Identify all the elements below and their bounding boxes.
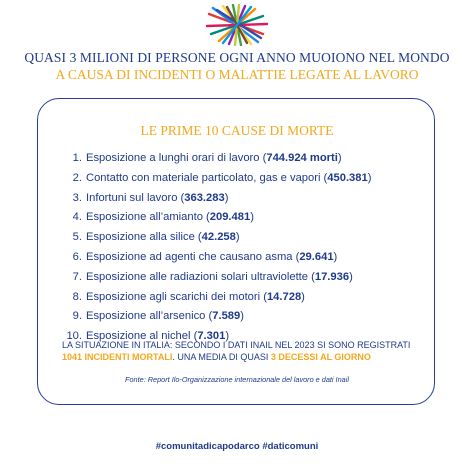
fatal-incidents-highlight: 1041 INCIDENTI MORTALI: [62, 352, 173, 362]
item-value: 42.258: [201, 231, 236, 244]
hashtags: #comunitadicapodarco #daticomuni: [155, 441, 319, 452]
item-number: 3.: [72, 191, 82, 204]
italy-situation: [62, 339, 422, 363]
item-number: 6.: [72, 250, 82, 263]
list-item: [62, 169, 442, 189]
item-text: Esposizione alla silice (: [86, 231, 202, 244]
item-value: 363.283: [184, 191, 225, 204]
list-item: [62, 228, 442, 248]
colored-sticks-logo: [203, 4, 271, 46]
item-text: Esposizione all’amianto (: [86, 211, 210, 224]
headline-line-1: QUASI 3 MILIONI DI PERSONE OGNI ANNO MUOIONO NEL MONDO: [24, 50, 450, 65]
item-number: 2.: [72, 171, 82, 184]
item-end: ): [333, 250, 338, 263]
item-text: Esposizione alle radiazioni solari ultraviolette (: [86, 270, 315, 283]
list-item: [62, 248, 442, 268]
item-text: Esposizione ad agenti che causano asma (: [86, 250, 300, 263]
situation-middle: . UNA MEDIA DI QUASI: [172, 352, 271, 362]
item-text: Infortuni sul lavoro (: [86, 191, 185, 204]
item-end: ): [349, 270, 353, 283]
item-number: 10.: [66, 330, 82, 343]
item-number: 7.: [72, 270, 82, 283]
situation-line-1: LA SITUAZIONE IN ITALIA: SECONDO I DATI INAIL NEL 2023 SI SONO REGISTRATI: [62, 340, 411, 350]
item-text: Esposizione agli scarichi dei motori (: [86, 290, 267, 303]
item-end: ): [235, 231, 240, 244]
item-number: 5.: [72, 231, 82, 244]
source-note: Fonte: Report Ilo-Organizzazione internazionale del lavoro e dati Inail: [125, 375, 349, 384]
item-end: ): [240, 310, 244, 323]
list-item: [62, 307, 442, 327]
daily-deaths-highlight: 3 DECESSI AL GIORNO: [270, 352, 371, 362]
item-value: 450.381: [327, 171, 368, 184]
list-item: [62, 208, 442, 228]
headline-line-2: A CAUSA DI INCIDENTI O MALATTIE LEGATE AL LAVORO: [55, 67, 419, 82]
item-text: Esposizione a lunghi orari di lavoro (: [86, 152, 267, 164]
item-end: ): [224, 191, 229, 204]
item-end: ): [250, 211, 254, 224]
item-end: ): [367, 171, 372, 184]
item-text: Esposizione all’arsenico (: [86, 310, 213, 323]
situation-line-2: [62, 351, 422, 363]
item-end: ): [337, 152, 342, 164]
item-value: 209.481: [209, 211, 251, 224]
item-value: 14.728: [266, 290, 302, 303]
item-value: 7.589: [212, 310, 241, 323]
item-value: 17.936: [314, 270, 350, 283]
list-item: [62, 288, 442, 308]
item-number: 8.: [72, 290, 82, 303]
item-number: 4.: [72, 211, 82, 224]
card-title: LE PRIME 10 CAUSE DI MORTE: [140, 123, 334, 138]
list-item: [62, 189, 442, 209]
item-value: 29.641: [299, 250, 334, 263]
item-end: ): [225, 330, 230, 343]
item-value: 7.301: [197, 330, 226, 343]
item-text: Contatto con materiale particolato, gas e vapori (: [86, 171, 328, 184]
item-end: ): [301, 290, 305, 303]
item-value: 744.924 morti: [266, 152, 338, 164]
item-text: Esposizione al nichel (: [86, 330, 198, 343]
list-item: [62, 268, 442, 288]
item-number: 9.: [72, 310, 82, 323]
list-item: [62, 149, 442, 169]
item-number: 1.: [72, 152, 82, 164]
causes-list: [62, 149, 442, 347]
